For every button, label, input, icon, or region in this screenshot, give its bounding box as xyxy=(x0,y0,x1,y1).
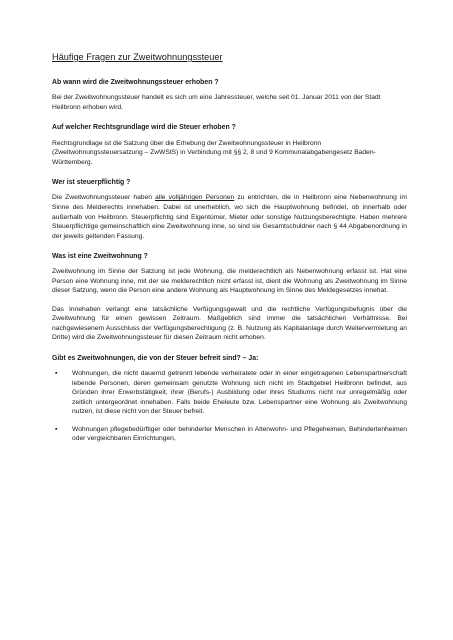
section-heading-start: Ab wann wird die Zweitwohnungssteuer erhoben ? xyxy=(52,78,219,86)
section-text-start: Bei der Zweitwohnungssteuer handelt es sich um eine Jahressteuer, welche seit 01. Januar 2011 von der Stadt Heilbronn erhoben wird. xyxy=(52,94,381,111)
exemption-list xyxy=(52,369,407,444)
square-bullet-icon: ▪ xyxy=(55,425,58,433)
taxpayer-text-underlined: alle volljährigen Personen xyxy=(155,194,235,202)
list-item xyxy=(52,425,407,444)
document-content xyxy=(52,52,407,452)
page-title: Häufige Fragen zur Zweitwohnungssteuer xyxy=(52,52,223,62)
section-heading-exemptions: Gibt es Zweitwohnungen, die von der Steuer befreit sind? – Ja: xyxy=(52,354,259,362)
section-heading-legal-basis: Auf welcher Rechtsgrundlage wird die Steuer erhoben ? xyxy=(52,124,236,132)
taxpayer-text-after: zu entrichten, die in Heilbronn eine Nebenwohnung im Sinne des Melderechts innehaben. Dabei ist unerheblich, wo sich die Hauptwohnung befindet, ob innerhalb oder außerhalb von Heilbronn. Steuerpflichtig sind Eigentümer, Mieter oder sonstige Nutzungsberechtigte. Haben mehrere Steuerpflichtige gemeinschaftlich eine Zweitwohnung inne, so sind sie Gesamtschuldner nach § 44 Abgabenordnung in der jeweils geltenden Fassung. xyxy=(52,194,407,240)
list-item xyxy=(52,369,407,417)
square-bullet-icon: ▪ xyxy=(55,370,58,378)
section-text-taxpayer xyxy=(52,193,407,241)
list-item-text: Wohnungen, die nicht dauernd getrennt lebende verheiratete oder in einer eingetragenen Lebenspartnerschaft lebende Personen, deren gemeinsam genutzte Wohnung sich nicht im Stadtgebiet Heilbronn befindet, aus Gründen ihrer Erwerbstätigkeit, ihrer (Berufs-) Ausbildung oder ihres Studiums nicht nur unregelmäßig oder zeitlich untergeordnet innehaben. Falls beide Eheleute bzw. Lebenspartner eine Wohnung als Zweitwohnung nutzen, ist diese nicht von der Steuer befreit. xyxy=(72,370,407,416)
section-text-legal-basis: Rechtsgrundlage ist die Satzung über die Erhebung der Zweitwohnungssteuer in Heilbronn (Zweitwohnungssteuersatzung – ZwWStS) in Verbindung mit §§ 2, 8 und 9 Kommunalabgabengesetz Baden-Württemberg. xyxy=(52,139,376,166)
list-item-text: Wohnungen pflegebedürftiger oder behinderter Menschen in Altenwohn- und Pflegeheimen, Behindertenheimen oder vergleichbaren Einrichtungen, xyxy=(72,425,407,443)
section-heading-definition: Was ist eine Zweitwohnung ? xyxy=(52,253,148,261)
section-text-definition-2: Das Innehaben verlangt eine tatsächliche Verfügungsgewalt und die rechtliche Verfügungsbefugnis über die Zweitwohnung für einen gewissen Zeitraum. Maßgeblich sind immer die tatsächlichen Verhältnisse. Bei nachgewiesenem Ausschluss der Verfügungsberechtigung (z. B. Nutzung als Kapitalanlage durch Weitervermietung an Dritte) wird die Zweitwohnungssteuer für diesen Zeitraum nicht erhoben. xyxy=(52,305,407,342)
section-heading-taxpayer: Wer ist steuerpflichtig ? xyxy=(52,179,131,187)
taxpayer-text-before: Die Zweitwohnungssteuer haben xyxy=(52,194,156,202)
section-text-definition-1: Zweitwohnung im Sinne der Satzung ist jede Wohnung, die melderechtlich als Nebenwohnung erfasst ist. Hat eine Person eine Wohnung inne, mit der sie melderechtlich nicht erfasst ist, dient die Wohnung als Zweitwohnung im Sinne dieser Satzung, wenn die Person eine andere Wohnung als Hauptwohnung im Sinne des Meldegesetzes innehat. xyxy=(52,268,407,295)
